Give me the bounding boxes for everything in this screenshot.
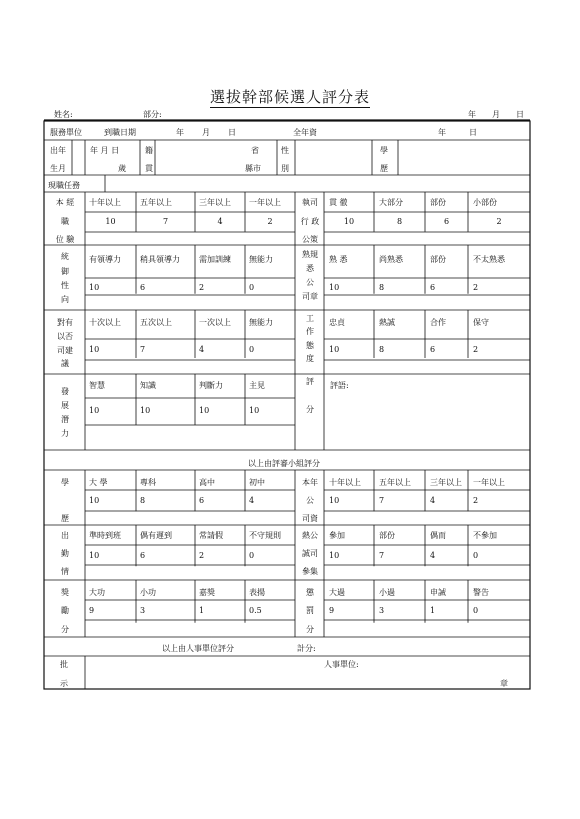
score-value: 0 [473,606,479,615]
section-2-mid-label: 公 [306,278,314,287]
edu-label-b: 歷 [380,164,388,173]
city-label: 縣市 [245,164,261,173]
section-6-mid-label: 參集 [302,567,318,576]
section-3-mid-label: 工 [306,314,314,323]
section-1-label: 本 經 [55,198,75,207]
start-date-label: 到職日期 [104,128,136,137]
criterion-head: 警告 [473,588,489,597]
hr-score-note: 以上由人事單位評分 [162,644,234,653]
section-7-label: 勵 [61,606,69,615]
section-6-label: 出 [61,531,69,540]
section-3-mid-label: 度 [306,354,314,363]
criterion-head: 十年以上 [329,478,361,487]
criterion-head: 表揚 [249,588,265,597]
section-1-mid-label: 行 政 [300,217,320,226]
criterion-head: 部份 [379,531,395,540]
score-value: 8 [379,283,385,292]
score-value: 7 [162,217,169,226]
score-value: 6 [430,345,436,354]
score-value: 8 [140,496,146,505]
score-value: 10 [329,551,340,560]
section-4-label: 發 [61,387,69,396]
score-value: 3 [140,606,146,615]
current-post-label: 現職任務 [48,181,80,190]
criterion-head: 參加 [329,531,345,540]
section-4-mid-label: 分 [306,405,314,414]
approve-label-b: 示 [60,679,68,688]
section-3-label: 議 [61,359,69,368]
section-4-label: 展 [61,401,69,410]
criterion-head: 尚熟悉 [379,255,403,264]
comment-label: 評語: [330,381,349,390]
criterion-head: 小部份 [473,198,497,207]
criterion-head: 需加訓練 [199,255,231,264]
hr-unit-label: 人事單位: [324,660,359,669]
criterion-head: 三年以上 [430,478,462,487]
criterion-head: 貫 徹 [329,198,348,207]
criterion-head: 申誡 [430,588,446,597]
criterion-head: 保守 [473,318,489,327]
score-value: 4 [430,551,436,560]
score-value: 10 [329,345,340,354]
section-5-label: 歷 [61,514,69,523]
criterion-head: 一年以上 [249,198,281,207]
score-value: 6 [140,551,146,560]
criterion-head: 小過 [379,588,395,597]
criterion-head: 部份 [430,198,446,207]
section-2-label: 統 [61,252,69,261]
criterion-head: 大過 [329,588,345,597]
section-1-label: 位 驗 [55,235,75,244]
age-label: 歲 [118,164,126,173]
score-value: 4 [199,345,205,354]
score-value: 6 [430,283,436,292]
birth-label-b: 生月 [50,164,66,173]
name-label: 姓名: [54,110,73,119]
score-value: 2 [473,345,479,354]
score-value: 6 [140,283,146,292]
seniority-label: 全年資 [293,128,317,137]
section-7-mid-label: 懲 [306,588,314,597]
score-value: 1 [199,606,205,615]
score-value: 10 [89,551,100,560]
criterion-head: 偶而 [430,531,446,540]
criterion-head: 嘉獎 [199,588,215,597]
score-value: 1 [430,606,436,615]
score-value: 10 [343,217,355,226]
criterion-head: 初中 [249,478,265,487]
section-1-label: 職 [61,217,69,226]
birth-ymd: 年 月 日 [90,146,120,155]
criterion-head: 小功 [140,588,156,597]
score-value: 2 [496,217,502,226]
score-value: 7 [379,496,385,505]
criterion-head: 五年以上 [140,198,172,207]
section-2-label: 向 [61,295,69,304]
service-unit-label: 服務單位 [50,128,82,137]
criterion-head: 一年以上 [473,478,505,487]
section-6-label: 情 [61,567,69,576]
criterion-head: 判斷力 [199,381,223,390]
score-value: 10 [89,496,100,505]
seniority-day: 日 [469,128,477,137]
criterion-head: 準時到班 [89,531,121,540]
score-value: 2 [473,283,479,292]
criterion-head: 熟 悉 [329,255,348,264]
section-7-label: 獎 [61,588,69,597]
criterion-head: 一次以上 [199,318,231,327]
criterion-head: 不守規則 [249,531,281,540]
criterion-head: 常請假 [199,531,223,540]
criterion-head: 稍具領導力 [140,255,180,264]
seniority-year: 年 [438,128,446,137]
section-7-label: 分 [61,625,69,634]
criterion-head: 大 學 [89,478,108,487]
service-month: 月 [202,128,210,137]
edu-label-a: 學 [380,146,388,155]
criterion-head: 有領導力 [89,255,121,264]
section-2-mid-label: 司章 [302,292,318,301]
section-4-label: 力 [61,429,69,438]
native-label-a: 籍 [145,146,153,155]
score-value: 0 [473,551,479,560]
criterion-head: 無能力 [249,318,273,327]
section-2-label: 性 [61,281,69,290]
section-2-mid-label: 悉 [306,264,314,273]
score-value: 10 [89,283,100,292]
group-score-note: 以上由評審小組評分 [248,459,320,468]
score-value: 0 [249,283,255,292]
score-value: 4 [249,496,255,505]
score-value: 0 [249,345,255,354]
score-value: 7 [379,551,385,560]
section-6-mid-label: 誠司 [302,549,318,558]
score-value: 6 [443,217,450,226]
section-3-label: 司建 [57,346,73,355]
score-value: 9 [89,606,95,615]
score-value: 10 [105,217,116,226]
criterion-head: 不太熟悉 [473,255,505,264]
dept-label: 部分: [143,110,162,119]
section-5-mid-label: 本年 [302,478,318,487]
criterion-head: 熱誠 [379,318,395,327]
score-value: 2 [199,283,205,292]
section-1-mid-label: 執司 [302,198,318,207]
service-day: 日 [228,128,236,137]
section-3-label: 以否 [57,332,73,341]
score-value: 10 [140,406,151,415]
score-value: 4 [217,217,223,226]
sex-label-a: 性 [281,146,289,155]
score-value: 10 [329,283,340,292]
section-7-mid-label: 罰 [306,606,314,615]
section-3-mid-label: 作 [306,327,314,336]
score-value: 10 [199,406,210,415]
section-5-mid-label: 公 [306,496,314,505]
criterion-head: 部份 [430,255,446,264]
score-value: 6 [199,496,205,505]
section-4-label: 潛 [61,415,69,424]
criterion-head: 專科 [140,478,156,487]
section-6-label: 勤 [61,549,69,558]
criterion-head: 三年以上 [199,198,231,207]
criterion-head: 五年以上 [379,478,411,487]
section-1-mid-label: 公策 [302,235,318,244]
section-3-mid-label: 態 [306,341,314,350]
score-value: 4 [430,496,436,505]
score-value: 2 [473,496,479,505]
score-value: 3 [379,606,385,615]
score-value: 8 [396,217,403,226]
score-value: 10 [89,345,100,354]
criterion-head: 高中 [199,478,215,487]
score-value: 10 [329,496,340,505]
total-score-label: 計分: [297,644,316,653]
stamp-label: 章 [500,679,508,688]
score-value: 10 [249,406,260,415]
score-value: 9 [329,606,335,615]
criterion-head: 十年以上 [89,198,121,207]
score-value: 7 [140,345,146,354]
criterion-head: 忠貞 [329,318,345,327]
criterion-head: 五次以上 [140,318,172,327]
section-2-mid-label: 熟規 [302,250,318,259]
criterion-head: 主見 [249,381,265,390]
score-value: 0.5 [249,606,262,615]
criterion-head: 不參加 [473,531,497,540]
form-title: 選拔幹部候選人評分表 [209,88,370,106]
province-label: 省 [251,146,259,155]
sex-label-b: 別 [281,164,289,173]
section-2-label: 御 [61,267,69,276]
score-value: 2 [199,551,205,560]
criterion-head: 大功 [89,588,105,597]
criterion-head: 智慧 [89,381,105,390]
criterion-head: 大部分 [379,198,403,207]
header-day: 日 [516,110,524,119]
native-label-b: 貫 [145,164,153,173]
score-value: 2 [267,217,273,226]
criterion-head: 無能力 [249,255,273,264]
criterion-head: 十次以上 [89,318,121,327]
score-value: 0 [249,551,255,560]
header-month: 月 [492,110,500,119]
criterion-head: 知識 [140,381,156,390]
criterion-head: 偶有遲到 [140,531,172,540]
header-year: 年 [468,110,476,119]
birth-label-a: 出年 [50,146,66,155]
section-3-label: 對有 [57,318,73,327]
criterion-head: 合作 [430,318,446,327]
section-6-mid-label: 熱公 [302,531,318,540]
approve-label-a: 批 [60,660,68,669]
section-5-mid-label: 司資 [302,514,318,523]
section-5-label: 學 [61,478,69,487]
score-value: 8 [379,345,385,354]
service-year: 年 [176,128,184,137]
score-value: 10 [89,406,100,415]
section-7-mid-label: 分 [306,625,314,634]
section-4-mid-label: 評 [306,377,314,386]
